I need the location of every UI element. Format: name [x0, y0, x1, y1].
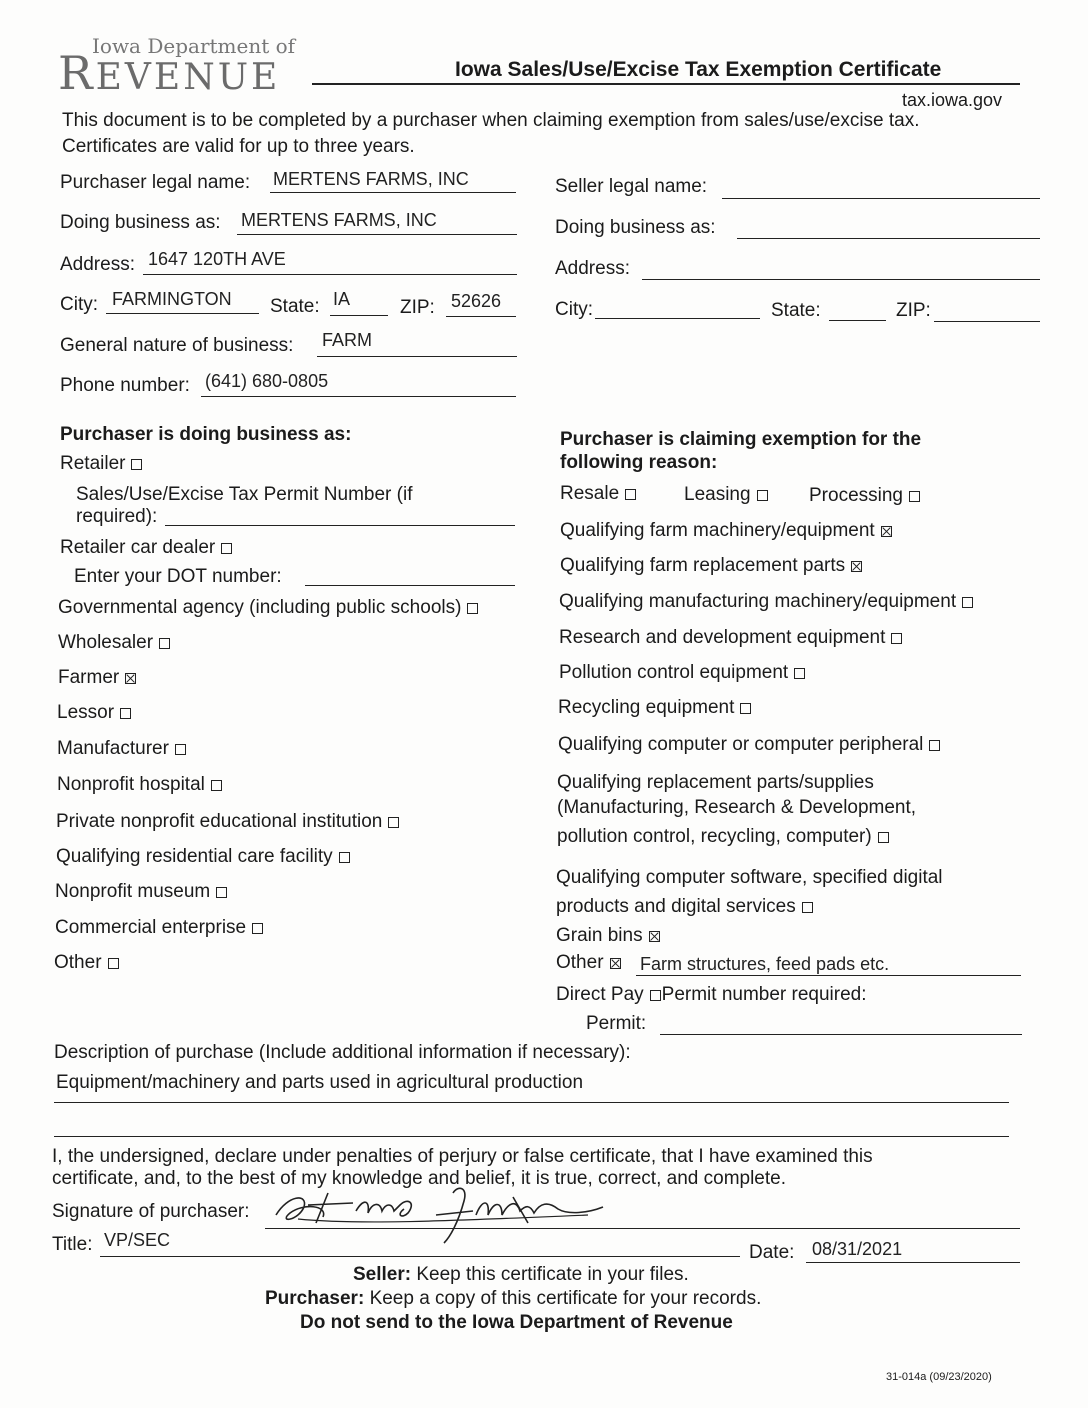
intro-line-2: Certificates are valid for up to three years.	[62, 136, 415, 157]
reason-rnd[interactable]	[559, 627, 902, 649]
purchaser-state-value[interactable]: IA	[333, 289, 351, 309]
footer-purchaser	[265, 1288, 761, 1310]
reason-recycling-label: Recycling equipment	[558, 697, 735, 718]
option-manufacturer[interactable]	[57, 738, 186, 760]
reason-other[interactable]	[556, 952, 621, 974]
seller-address-label: Address:	[555, 258, 630, 279]
reason-farm-parts[interactable]	[560, 555, 862, 577]
seller-state-label: State:	[771, 300, 821, 321]
footer-purchaser-bold: Purchaser:	[265, 1288, 365, 1309]
reason-leasing-label: Leasing	[684, 484, 751, 505]
mfg-machinery-checkbox[interactable]	[962, 597, 973, 608]
reason-resale-label: Resale	[560, 483, 620, 504]
purchaser-address-value[interactable]: 1647 120TH AVE	[148, 249, 286, 269]
logo-revenue: REVENUE	[58, 46, 281, 100]
option-farmer[interactable]	[58, 667, 136, 689]
option-car-dealer-label: Retailer car dealer	[60, 537, 216, 558]
reason-heading-2: following reason:	[560, 452, 718, 473]
business-as-heading: Purchaser is doing business as:	[60, 424, 352, 445]
permit-required-label: Permit number required:	[661, 984, 867, 1005]
option-edu-label: Private nonprofit educational institution	[56, 811, 383, 832]
edu-checkbox[interactable]	[388, 817, 399, 828]
grain-bins-checkbox-checked[interactable]	[649, 931, 660, 942]
option-wholesaler[interactable]	[58, 632, 170, 654]
option-hospital[interactable]	[57, 774, 222, 796]
purchaser-nature-label: General nature of business:	[60, 335, 294, 356]
option-car-dealer[interactable]	[60, 537, 232, 559]
reason-repl-2: (Manufacturing, Research & Development,	[557, 797, 917, 818]
permit-label-2: required):	[76, 506, 158, 527]
reason-processing[interactable]	[809, 485, 920, 507]
seller-name-line[interactable]	[722, 198, 1040, 199]
signature-label: Signature of purchaser:	[52, 1201, 250, 1222]
reason-software-2-label: products and digital services	[556, 896, 796, 917]
date-line	[806, 1262, 1020, 1263]
purchaser-city-value[interactable]: FARMINGTON	[112, 289, 232, 309]
retailer-checkbox[interactable]	[131, 459, 142, 470]
reason-direct-pay[interactable]	[556, 984, 867, 1006]
title-value[interactable]: VP/SEC	[104, 1230, 171, 1250]
seller-city-label: City:	[555, 299, 593, 320]
option-edu[interactable]	[56, 811, 399, 833]
seller-zip-label: ZIP:	[896, 300, 931, 321]
option-hospital-label: Nonprofit hospital	[57, 774, 205, 795]
option-lessor[interactable]	[57, 702, 131, 724]
option-commercial[interactable]	[55, 917, 263, 939]
other-business-checkbox[interactable]	[108, 958, 119, 969]
footer-do-not-send: Do not send to the Iowa Department of Revenue	[300, 1312, 733, 1333]
description-value[interactable]: Equipment/machinery and parts used in agricultural production	[56, 1072, 584, 1093]
purchaser-phone-line	[201, 396, 516, 397]
description-label: Description of purchase (Include additional information if necessary):	[54, 1042, 631, 1063]
purchaser-phone-label: Phone number:	[60, 375, 190, 396]
footer-seller-bold: Seller:	[353, 1264, 412, 1285]
leasing-checkbox[interactable]	[757, 490, 768, 501]
website: tax.iowa.gov	[902, 90, 1003, 110]
lessor-checkbox[interactable]	[120, 708, 131, 719]
purchaser-dba-line	[237, 234, 517, 235]
reason-repl-1: Qualifying replacement parts/supplies	[557, 772, 874, 793]
title-rule	[312, 83, 1020, 85]
farm-machinery-checkbox-checked[interactable]	[881, 526, 892, 537]
seller-zip-line[interactable]	[934, 321, 1040, 322]
description-line-1	[54, 1102, 1009, 1103]
form-title: Iowa Sales/Use/Excise Tax Exemption Certificate	[455, 58, 942, 81]
title-label: Title:	[52, 1234, 93, 1255]
permit-label: Permit:	[586, 1013, 647, 1034]
reason-heading-1: Purchaser is claiming exemption for the	[560, 429, 922, 450]
option-care-label: Qualifying residential care facility	[56, 846, 333, 867]
computer-checkbox[interactable]	[929, 740, 940, 751]
purchaser-dba-label: Doing business as:	[60, 212, 221, 233]
reason-processing-label: Processing	[809, 485, 903, 506]
reason-resale[interactable]	[560, 483, 636, 505]
form-id: 31-014a (09/23/2020)	[886, 1371, 992, 1383]
dot-label: Enter your DOT number:	[74, 566, 282, 587]
reason-repl-3[interactable]	[557, 826, 889, 848]
reason-mfg-machinery[interactable]	[559, 591, 973, 613]
footer-seller	[353, 1264, 689, 1286]
reason-software-1: Qualifying computer software, specified digital	[556, 867, 943, 888]
seller-dba-label: Doing business as:	[555, 217, 716, 238]
option-care[interactable]	[56, 846, 350, 868]
option-manufacturer-label: Manufacturer	[57, 738, 169, 759]
option-wholesaler-label: Wholesaler	[58, 632, 154, 653]
seller-address-line[interactable]	[642, 279, 1040, 280]
purchaser-address-label: Address:	[60, 254, 135, 275]
reason-leasing[interactable]	[684, 484, 768, 506]
other-reason-checkbox-checked[interactable]	[610, 958, 621, 969]
option-museum-label: Nonprofit museum	[55, 881, 211, 902]
purchaser-zip-label: ZIP:	[400, 297, 435, 318]
declaration-line-1: I, the undersigned, declare under penalties of perjury or false certificate, that I have examined this	[52, 1146, 873, 1167]
seller-name-label: Seller legal name:	[555, 176, 708, 197]
hospital-checkbox[interactable]	[211, 780, 222, 791]
dot-number-line[interactable]	[305, 585, 515, 586]
reason-computer-label: Qualifying computer or computer peripheral	[558, 734, 924, 755]
reason-direct-pay-label: Direct Pay	[556, 984, 644, 1005]
farm-parts-checkbox-checked[interactable]	[851, 561, 862, 572]
pollution-checkbox[interactable]	[794, 668, 805, 679]
reason-recycling[interactable]	[558, 697, 751, 719]
reason-grain[interactable]	[556, 925, 660, 947]
direct-pay-checkbox[interactable]	[650, 990, 661, 1001]
wholesaler-checkbox[interactable]	[159, 638, 170, 649]
care-checkbox[interactable]	[339, 852, 350, 863]
seller-city-line[interactable]	[595, 318, 760, 319]
resale-checkbox[interactable]	[625, 489, 636, 500]
intro-line-1: This document is to be completed by a purchaser when claiming exemption from sales/use/excise tax.	[62, 110, 920, 131]
farmer-checkbox-checked[interactable]	[125, 673, 136, 684]
purchaser-name-line	[270, 192, 516, 193]
purchaser-name-value[interactable]: MERTENS FARMS, INC	[273, 169, 469, 189]
option-other-business-label: Other	[54, 952, 102, 973]
purchaser-phone-value[interactable]: (641) 680-0805	[205, 371, 329, 391]
footer-purchaser-text: Keep a copy of this certificate for your records.	[369, 1288, 762, 1309]
purchaser-city-line	[106, 313, 259, 314]
manufacturer-checkbox[interactable]	[175, 744, 186, 755]
signature-line[interactable]	[265, 1228, 1020, 1229]
purchaser-address-line	[143, 274, 517, 275]
reason-rnd-label: Research and development equipment	[559, 627, 886, 648]
recycling-checkbox[interactable]	[740, 703, 751, 714]
reason-pollution-label: Pollution control equipment	[559, 662, 789, 683]
gov-checkbox[interactable]	[467, 603, 478, 614]
purchaser-state-line	[330, 315, 388, 316]
permit-number-line[interactable]	[165, 525, 515, 526]
reason-farm-machinery-label: Qualifying farm machinery/equipment	[560, 520, 875, 541]
footer-seller-text: Keep this certificate in your files.	[416, 1264, 689, 1285]
seller-state-line[interactable]	[829, 320, 886, 321]
museum-checkbox[interactable]	[216, 887, 227, 898]
option-lessor-label: Lessor	[57, 702, 115, 723]
purchaser-dba-value[interactable]: MERTENS FARMS, INC	[241, 210, 437, 230]
signature-drawing	[268, 1175, 618, 1245]
option-gov-label: Governmental agency (including public schools)	[58, 597, 462, 618]
rnd-checkbox[interactable]	[891, 633, 902, 644]
reason-computer[interactable]	[558, 734, 940, 756]
option-gov[interactable]	[58, 597, 478, 619]
purchaser-zip-line	[446, 316, 516, 317]
seller-dba-line[interactable]	[737, 238, 1040, 239]
logo-dept-text: Iowa Department of	[92, 34, 296, 58]
title-line	[100, 1256, 740, 1257]
purchaser-state-label: State:	[270, 296, 320, 317]
purchaser-zip-value[interactable]: 52626	[451, 291, 502, 311]
option-other-business[interactable]	[54, 952, 119, 974]
car-dealer-checkbox[interactable]	[221, 543, 232, 554]
replacement-parts-checkbox[interactable]	[878, 832, 889, 843]
reason-repl-3-label: pollution control, recycling, computer)	[557, 826, 872, 847]
option-commercial-label: Commercial enterprise	[55, 917, 247, 938]
purchaser-nature-line	[317, 356, 517, 357]
commercial-checkbox[interactable]	[252, 923, 263, 934]
date-label: Date:	[749, 1242, 795, 1263]
option-farmer-label: Farmer	[58, 667, 120, 688]
option-museum[interactable]	[55, 881, 227, 903]
reason-farm-machinery[interactable]	[560, 520, 892, 542]
purchaser-city-label: City:	[60, 294, 98, 315]
processing-checkbox[interactable]	[909, 491, 920, 502]
purchaser-name-label: Purchaser legal name:	[60, 172, 251, 193]
option-retailer[interactable]	[60, 453, 142, 475]
reason-mfg-machinery-label: Qualifying manufacturing machinery/equipment	[559, 591, 957, 612]
purchaser-nature-value[interactable]: FARM	[322, 330, 373, 350]
description-line-2	[54, 1136, 1009, 1137]
reason-software-2[interactable]	[556, 896, 813, 918]
reason-farm-parts-label: Qualifying farm replacement parts	[560, 555, 846, 576]
date-value[interactable]: 08/31/2021	[812, 1239, 903, 1259]
permit-line[interactable]	[660, 1034, 1022, 1035]
reason-other-label: Other	[556, 952, 604, 973]
declaration-line-2: certificate, and, to the best of my knowledge and belief, it is true, correct, and complete.	[52, 1168, 786, 1189]
software-checkbox[interactable]	[802, 902, 813, 913]
other-reason-value[interactable]: Farm structures, feed pads etc.	[640, 954, 890, 974]
reason-pollution[interactable]	[559, 662, 805, 684]
option-retailer-label: Retailer	[60, 453, 126, 474]
permit-label-1: Sales/Use/Excise Tax Permit Number (if	[76, 484, 413, 505]
other-reason-line	[636, 975, 1021, 976]
reason-grain-label: Grain bins	[556, 925, 643, 946]
